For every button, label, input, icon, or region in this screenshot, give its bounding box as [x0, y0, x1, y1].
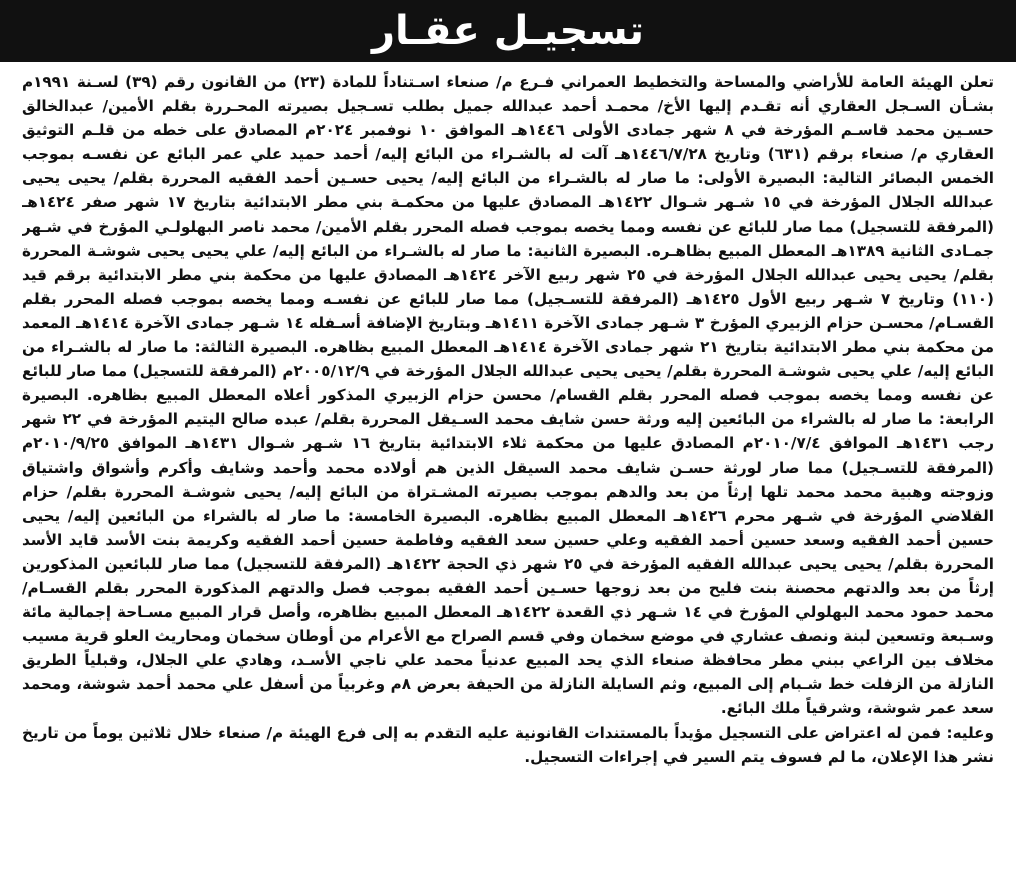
title-banner: [0, 0, 1016, 62]
notice-closing-paragraph: وعليه: فمن له اعتراض على التسجيل مؤيداً بالمستندات القانونية عليه التقدم به إلى فرع الهيئة م/ صنعاء خلال ثلاثين يوماً من تاريخ نشر هذا الإعلان، ما لم فسوف يتم السير في إجراءات التسجيل.: [22, 723, 994, 766]
notice-title: تسجيـل عقـار: [372, 8, 645, 54]
notice-body: [22, 70, 994, 867]
notice-main-paragraph: تعلن الهيئة العامة للأراضي والمساحة والتخطيط العمراني فـرع م/ صنعاء اسـتناداً للمادة (٢٣) من القانون رقم (٣٩) لسـنة ١٩٩١م بشـأن السـجل العقاري أنه تقـدم إليها الأخ/ محمـد أحمد عبدالله جميل بطلب تسـجيل بصيرته المحـررة بقلم الأمين/ عبدالخالق حسـين محمد قاسـم المؤرخة في ٨ شهر جمادى الأولى ١٤٤٦هـ الموافق ١٠ نوفمبر ٢٠٢٤م المصادق على خطه من قلـم التوثيق العقاري م/ صنعاء برقم (٦٣١) وتاريخ ١٤٤٦/٧/٢٨هـ آلت له بالشـراء من البائع إليه/ أحمد حميد علي عمر البائع عن نفسـه بموجب الخمس البصائر التالية: البصيرة الأولى: ما صار له بالشـراء من البائع إليه/ يحيى حسـين أحمد الفقيه المحررة بقلم/ يحيى يحيى عبدالله الجلال المؤرخة في ١٥ شـهر شـوال ١٤٢٢هـ المصادق عليها من محكمـة بني مطر الابتدائية بتاريخ ١٧ شهر صفر ١٤٢٤هـ (المرفقة للتسجيل) مما صار للبائع عن نفسه ومما يخصه بموجب فصله المحرر بقلم الأمين/ محمد ناصر البهلولـي المؤرخ في شـهر جمـادى الثانية ١٣٨٩هـ المعطل المبيع بظاهـره. البصيرة الثانية: ما صار له بالشـراء من البائع إليه/ علي يحيى يحيى شوشـة المحررة بقلم/ يحيى يحيى عبدالله الجلال المؤرخة في ٢٥ شهر ربيع الآخر ١٤٢٤هـ المصادق عليها من محكمة بني مطر الابتدائية برقم قيد (١١٠) وتاريخ ٧ شـهر ربيع الأول ١٤٢٥هـ (المرفقة للتسـجيل) مما صار للبائع عن نفسـه ومما يخصه بموجب فصله المحرر بقلم القسـام/ محسـن حزام الزبيري المؤرخ ٣ شـهر جمادى الآخرة ١٤١١هـ وبتاريخ الإضافة أسـفله ١٤ شـهر جمادى الآخرة ١٤١٤هـ المعمد من محكمة بني مطر الابتدائية بتاريخ ٢١ شهر جمادى الآخرة ١٤١٤هـ المعطل المبيع بظاهره. البصيرة الثالثة: ما صار له بالشـراء من البائع إليه/ علي يحيى شوشـة المحررة بقلم/ يحيى يحيى عبدالله الجلال المؤرخة في ٢٠٠٥/١٢/٩م (المرفقة للتسجيل) مما صار للبائع عن نفسه ومما يخصه بموجب فصله المحرر بقلم القسام/ محسن حزام الزبيري المذكور أعلاه المعطل المبيع بظاهره. البصيرة الرابعة: ما صار له بالشراء من البائعين إليه ورثة حسن شايف محمد السـيقل المحررة بقلم/ عبده صالح اليتيم المؤرخة في ٢٢ شهر رجب ١٤٣١هـ الموافق ٢٠١٠/٧/٤م المصادق عليها من محكمة ثلاء الابتدائية بتاريخ ١٦ شـهر شـوال ١٤٣١هـ الموافق ٢٠١٠/٩/٢٥م (المرفقة للتسـجيل) مما صار لورثة حسـن شايف محمد السيقل الذين هم أولاده محمد وأحمد وشايف وأكرم وأشواق واشتياق وزوجته وهبية محمد محمد تلها إرثاً من بعد والدهم بموجب بصيرته المشـتراة من البائع إليه/ يحيى شوشـة المحررة بقلم/ حزام القلاضي المؤرخة في شـهر محرم ١٤٢٦هـ المعطل المبيع بظاهره. البصيرة الخامسة: ما صار له بالشراء من البائعين إليه/ يحيى حسين أحمد الفقيه وسعد حسين أحمد الفقيه وعلي حسين سعد الفقيه وفاطمة حسين أحمد الفقيه وكريمة بنت الأسد قايد الأسد المحررة بقلم/ يحيى يحيى عبدالله الفقيه المؤرخة في ٢٥ شهر ذي الحجة ١٤٢٢هـ (المرفقة للتسجيل) مما صار للبائعين المذكورين إرثاً من بعد والدتهم محصنة بنت فليح من بعد زوجها حسـين أحمد الفقيه بموجب فصل والدتهم المذكورة المحرر بقلم القسـام/ محمد حمود محمد البهلولي المؤرخ في ١٤ شـهر ذي القعدة ١٤٢٢هـ المعطل المبيع بظاهره، وأصل قرار المبيع مسـاحة إجمالية مائة وسـبعة وتسعين لبنة ونصف عشاري في موضع سخمان وفي قسم الصراح مع الأعرام من أوطان سخمان ومحاريث العلو قرية مسيب مخلاف بين الراعي ببني مطر محافظة صنعاء الذي يحد المبيع عدنياً محمد علي ناجي الأسـد، وهادي علي الجلال، وقبلياً الطريق النازلة من الزفلت خط شـبام إلى المبيع، وثم السايلة النازلة من الحيفة بعرض ٨م وغربياً من أسفل علي محمد أحمد شوشة، ومحمد سعد عمر شوشة، وشرقياً ملك البائع.: [22, 73, 994, 718]
